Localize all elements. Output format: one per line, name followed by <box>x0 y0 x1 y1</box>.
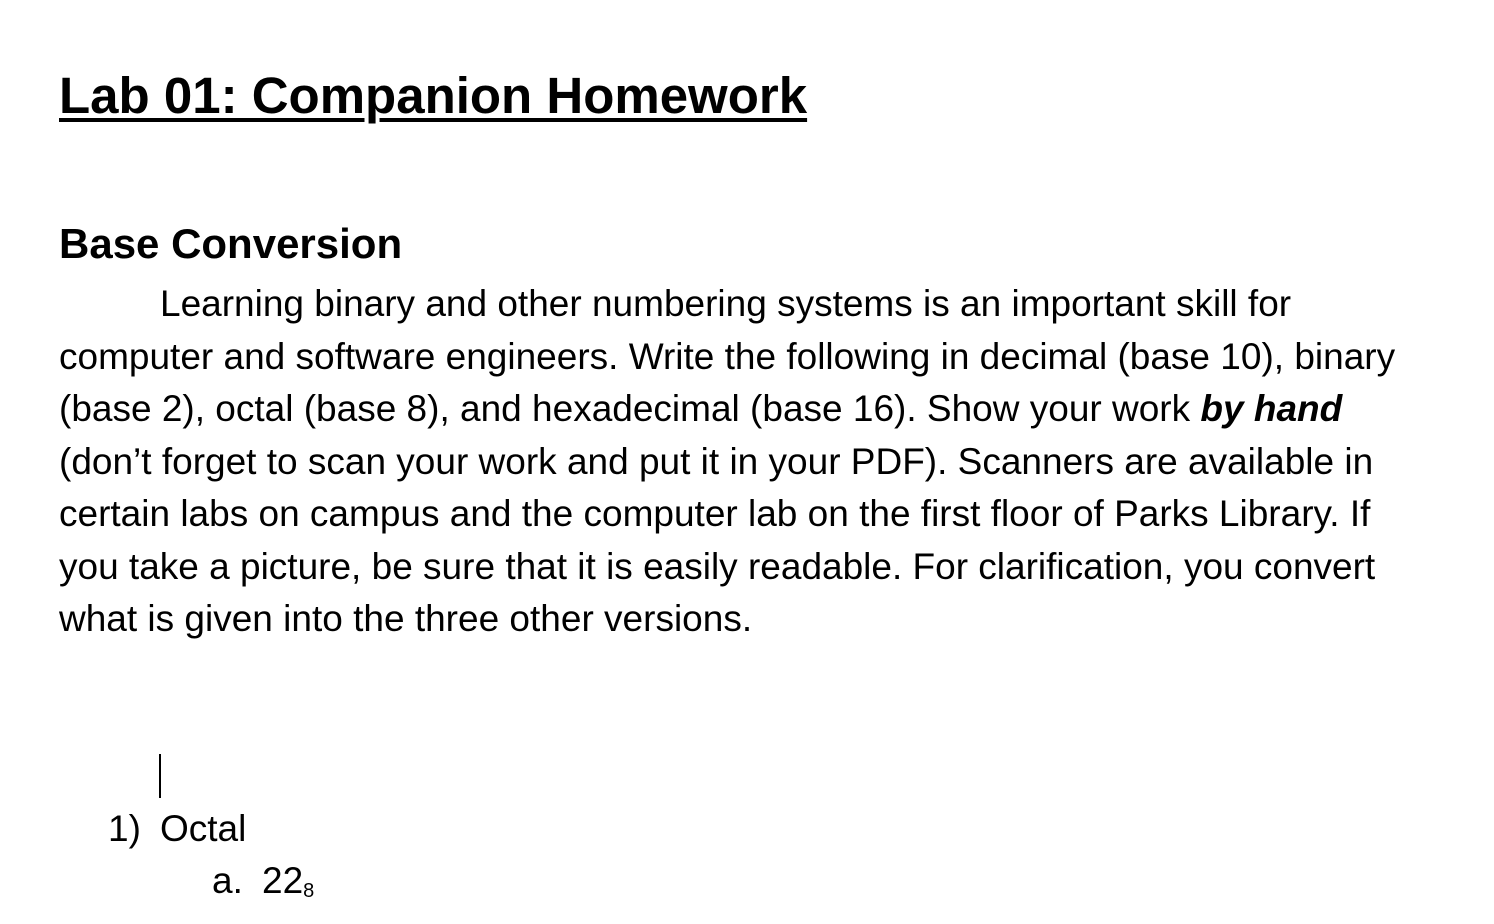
document-title: Lab 01: Companion Homework <box>59 67 808 124</box>
sub-item-value: 22 <box>262 860 304 901</box>
section-heading: Base Conversion <box>59 220 403 267</box>
paragraph-text-start: Learning binary and other numbering systems is an important skill for computer and software engineers. Write the following in decimal (base 10), binary (base 2), octal (base 8), and hexadecimal (base 16). Show your work <box>59 283 1396 429</box>
instructions-paragraph <box>59 278 1399 646</box>
paragraph-emphasis: by hand <box>1200 388 1343 429</box>
list-item-label: Octal <box>160 808 247 849</box>
text-cursor <box>159 754 161 798</box>
sub-item-marker: a. <box>212 860 243 901</box>
paragraph-text-end: (don’t forget to scan your work and put it in your PDF). Scanners are available in certain labs on campus and the computer lab on the first floor of Parks Library. If you take a picture, be sure that it is easily readable. For clarification, you convert what is given into the three other versions. <box>59 440 1376 639</box>
base-subscript: 8 <box>303 880 315 902</box>
sub-item-a <box>212 857 314 915</box>
list-item-marker: 1) <box>108 808 141 849</box>
list-item-octal <box>108 805 246 853</box>
